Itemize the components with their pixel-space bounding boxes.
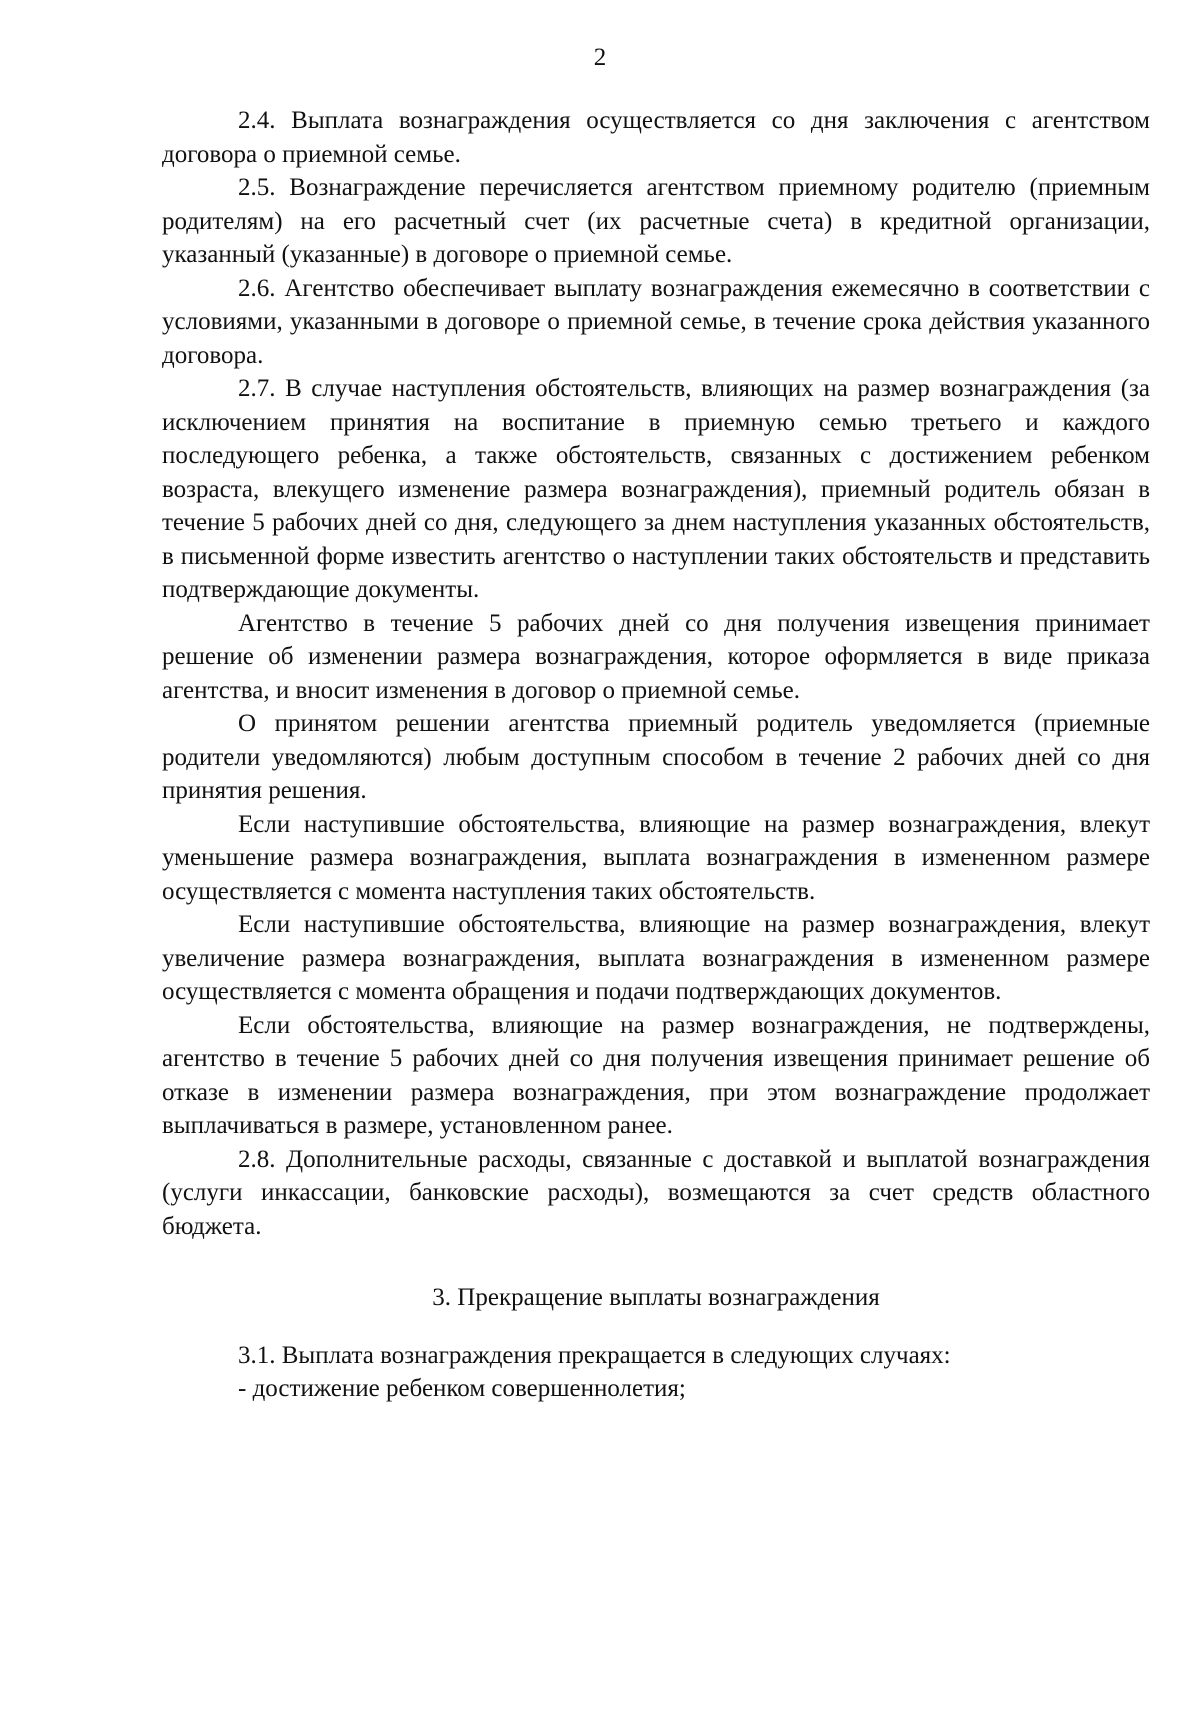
section-3-heading: 3. Прекращение выплаты вознаграждения	[432, 1284, 880, 1311]
paragraph-2-8: 2.8. Дополнительные расходы, связанные с доставкой и выплатой вознаграждения (услуги инкассации, банковские расходы), возмещаются за счет средств областного бюджета.	[162, 1145, 1150, 1240]
page-number: 2	[593, 44, 607, 71]
paragraph-3-1: 3.1. Выплата вознаграждения прекращается в следующих случаях:	[238, 1341, 951, 1369]
paragraph-2-7-decrease: Если наступившие обстоятельства, влияющие на размер вознаграждения, влекут уменьшение размера вознаграждения, выплата вознаграждения в измененном размере осуществляется с момента наступления таких обстоятельств.	[162, 810, 1150, 905]
paragraph-2-4: 2.4. Выплата вознаграждения осуществляется со дня заключения с агентством договора о приемной семье.	[162, 107, 1150, 168]
list-item: - достижение ребенком совершеннолетия;	[238, 1375, 686, 1402]
paragraph-2-6: 2.6. Агентство обеспечивает выплату вознаграждения ежемесячно в соответствии с условиями, указанными в договоре о приемной семье, в течение срока действия указанного договора.	[162, 274, 1150, 369]
paragraph-2-7: 2.7. В случае наступления обстоятельств, влияющих на размер вознаграждения (за исключением принятия на воспитание в приемную семью третьего и каждого последующего ребенка, а также обстоятельств, связанных с достижением ребенком возраста, влекущего изменение размера вознаграждения), приемный родитель обязан в течение 5 рабочих дней со дня, следующего за днем наступления указанных обстоятельств, в письменной форме известить агентство о наступлении таких обстоятельств и представить подтверждающие документы.	[162, 375, 1150, 603]
paragraph-2-7-notification: О принятом решении агентства приемный родитель уведомляется (приемные родители уведомляются) любым доступным способом в течение 2 рабочих дней со дня принятия решения.	[162, 710, 1150, 804]
paragraph-2-5: 2.5. Вознаграждение перечисляется агентством приемному родителю (приемным родителям) на его расчетный счет (их расчетные счета) в кредитной организации, указанный (указанные) в договоре о приемной семье.	[162, 174, 1150, 268]
paragraph-2-7-refusal: Если обстоятельства, влияющие на размер вознаграждения, не подтверждены, агентство в течение 5 рабочих дней со дня получения извещения принимает решение об отказе в изменении размера вознаграждения, при этом вознаграждение продолжает выплачиваться в размере, установленном ранее.	[162, 1011, 1150, 1139]
paragraph-2-7-increase: Если наступившие обстоятельства, влияющие на размер вознаграждения, влекут увеличение размера вознаграждения, выплата вознаграждения в измененном размере осуществляется с момента обращения и подачи подтверждающих документов.	[162, 911, 1150, 1005]
document-body	[162, 104, 1150, 1406]
paragraph-2-7-decision: Агентство в течение 5 рабочих дней со дня получения извещения принимает решение об изменении размера вознаграждения, которое оформляется в виде приказа агентства, и вносит изменения в договор о приемной семье.	[162, 609, 1150, 704]
